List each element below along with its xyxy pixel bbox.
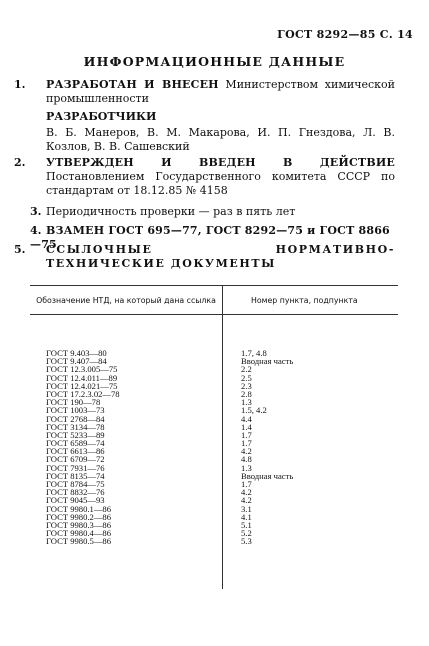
table-cell-designation: ГОСТ 8784—75 (46, 479, 105, 489)
header-ntd-designation: Обозначение НТД, на который дана ссылка (30, 286, 223, 314)
table-cell-clause: 2.8 (241, 388, 252, 399)
section-5 (14, 243, 395, 271)
table-cell-designation: ГОСТ 7931—76 (46, 462, 105, 473)
table-cell-clause: 4.2 (241, 495, 252, 506)
table-cell-designation: ГОСТ 9045—93 (46, 495, 105, 506)
table-cell-clause: 2.2 (241, 364, 252, 375)
section-text: Периодичность проверки — раз в пять лет (46, 205, 296, 218)
section-number: 4. (30, 224, 42, 237)
page-header-code: ГОСТ 8292—85 С. 14 (277, 28, 413, 41)
table-cell-clause: 3.1 (241, 503, 252, 514)
table-cell-designation: ГОСТ 190—78 (46, 397, 101, 408)
section-lead: ВЗАМЕН ГОСТ 695—77, ГОСТ 8292—75 и ГОСТ 8866—75 (30, 224, 390, 251)
table-cell-clause: 1.3 (241, 397, 252, 408)
table-cell-clause: 4.1 (241, 511, 252, 522)
table-body (30, 315, 398, 589)
table-cell-designation: ГОСТ 6613—86 (46, 446, 105, 457)
table-cell-clause: Вводная часть (241, 356, 294, 367)
table-cell-clause: 1.4 (241, 421, 252, 432)
document-title: ИНФОРМАЦИОННЫЕ ДАННЫЕ (83, 54, 346, 69)
section-text: Постановлением Государственного комитета СССР по стандартам от 18.12.85 № 4158 (46, 170, 395, 197)
developers-names: В. Б. Манеров, В. М. Макарова, И. П. Гнездова, Л. В. Козлов, В. В. Сашевский (46, 126, 395, 153)
table-cell-designation: ГОСТ 9.407—84 (46, 356, 107, 367)
section-number: 3. (30, 205, 42, 218)
table-cell-clause: 1.3 (241, 462, 252, 473)
table-cell-designation: ГОСТ 12.4.011—89 (46, 372, 118, 383)
table-cell-clause: 2.3 (241, 380, 252, 391)
table-cell-designation: ГОСТ 5233—89 (46, 429, 105, 440)
table-cell-clause: 1.7 (241, 429, 252, 440)
section-text: Министерством химической промышленности (46, 78, 395, 105)
section-number: 2. (14, 156, 26, 169)
table-cell-designation: ГОСТ 12.3.005—75 (46, 364, 118, 375)
section-lead: УТВЕРЖДЕН И ВВЕДЕН В ДЕЙСТВИЕ (46, 156, 395, 169)
table-cell-designation: ГОСТ 8832—76 (46, 487, 105, 498)
header-clause-number: Номер пункта, подпункта (251, 295, 358, 305)
table-header (30, 285, 398, 315)
table-cell-designation: ГОСТ 1003—73 (46, 405, 105, 416)
section-number: 1. (14, 78, 26, 91)
table-cell-clause: 1.7 (241, 479, 252, 489)
table-cell-clause: 2.5 (241, 372, 252, 383)
table-cell-clause: 4.2 (241, 487, 252, 498)
developers-block (30, 110, 395, 154)
section-3 (30, 205, 395, 219)
section-lead: РАЗРАБОТАН И ВНЕСЕН (46, 78, 219, 91)
table-cell-designation: ГОСТ 9980.4—86 (46, 528, 112, 539)
table-cell-designation: ГОСТ 3134—78 (46, 421, 105, 432)
table-cell-designation: ГОСТ 9980.5—86 (46, 536, 112, 547)
section-2 (14, 156, 395, 198)
table-cell-clause: 5.2 (241, 528, 252, 539)
table-cell-clause: 5.3 (241, 536, 252, 547)
column-clauses (223, 315, 398, 589)
reference-table (30, 285, 398, 553)
table-cell-designation: ГОСТ 2768—84 (46, 413, 105, 424)
table-cell-clause: Вводная часть (241, 470, 294, 481)
column-designations (30, 315, 223, 589)
table-cell-clause: 5.1 (241, 519, 252, 530)
table-cell-designation: ГОСТ 17.2.3.02—78 (46, 388, 120, 399)
table-cell-designation: ГОСТ 9980.2—86 (46, 511, 112, 522)
table-cell-designation: ГОСТ 9.403—80 (46, 348, 107, 358)
section-lead: ССЫЛОЧНЫЕ НОРМАТИВНО-ТЕХНИЧЕСКИЕ ДОКУМЕНТЫ (46, 243, 395, 270)
section-1 (14, 78, 395, 106)
table-cell-designation: ГОСТ 8135—74 (46, 470, 105, 481)
table-cell-clause: 4.4 (241, 413, 252, 424)
section-number: 5. (14, 243, 26, 256)
table-cell-designation: ГОСТ 6589—74 (46, 438, 105, 449)
table-cell-designation: ГОСТ 6709—72 (46, 454, 105, 465)
table-cell-designation: ГОСТ 12.4.021—75 (46, 380, 118, 391)
table-cell-clause: 4.2 (241, 446, 252, 457)
table-cell-designation: ГОСТ 9980.1—86 (46, 503, 112, 514)
table-cell-clause: 4.8 (241, 454, 252, 465)
developers-title: РАЗРАБОТЧИКИ (46, 110, 157, 123)
table-cell-designation: ГОСТ 9980.3—86 (46, 519, 112, 530)
table-cell-clause: 1.7 (241, 438, 252, 449)
table-cell-clause: 1.5, 4.2 (241, 405, 267, 416)
table-cell-clause: 1.7, 4.8 (241, 348, 267, 358)
